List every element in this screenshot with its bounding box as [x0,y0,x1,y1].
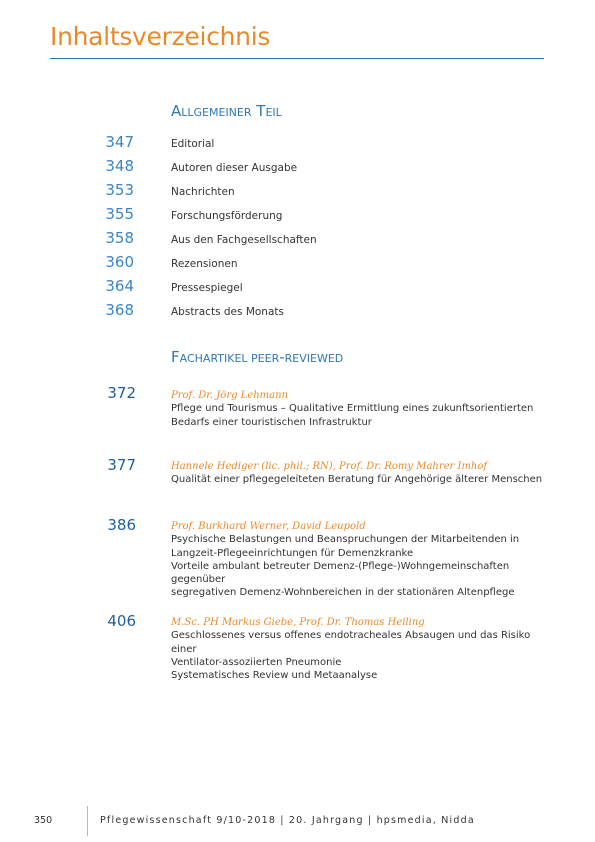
section-heading-articles: FACHARTIKEL PEER-REVIEWED [171,348,344,366]
toc-page-number: 347 [105,133,134,151]
article-authors: Prof. Dr. Jörg Lehmann [171,390,289,401]
toc-entry[interactable]: Aus den Fachgesellschaften [171,234,317,246]
article-title-line: Bedarfs einer touristischen Infrastruktur [171,416,372,428]
toc-entry[interactable]: Editorial [171,138,215,150]
article-title-line: Pflege und Tourismus – Qualitative Ermittlung eines zukunftsorientierten [171,403,534,415]
toc-page-number: 355 [105,205,134,223]
article-entry[interactable] [171,520,551,600]
article-entry[interactable] [171,460,551,487]
article-authors: Prof. Burkhard Werner, David Leupold [171,521,366,532]
toc-page-number: 406 [107,612,136,630]
article-title-line: segregativen Demenz-Wohnbereichen in der stationären Altenpflege [171,587,515,599]
toc-page-number: 372 [107,384,136,402]
title-divider [50,58,544,59]
article-title-line: Qualität einer pflegegeleiteten Beratung für Angehörige älterer Menschen [171,474,543,486]
article-authors: Hannele Hediger (lic. phil.; RN), Prof. Dr. Romy Mahrer Imhof [171,461,488,472]
article-entry[interactable] [171,389,551,429]
toc-page-number: 358 [105,229,134,247]
article-title-line: Geschlossenes versus offenes endotracheales Absaugen und das Risiko einer [171,630,531,655]
toc-page-number: 368 [105,301,134,319]
toc-entry[interactable]: Pressespiegel [171,282,243,294]
article-entry[interactable] [171,616,551,682]
article-title-line: Psychische Belastungen und Beanspruchungen der Mitarbeitenden in [171,534,520,546]
footer-page-number: 350 [34,815,53,826]
article-title-line: Vorteile ambulant betreuter Demenz-(Pflege-)Wohngemeinschaften gegenüber [171,560,510,586]
toc-page-number: 377 [107,456,136,474]
toc-entry[interactable]: Autoren dieser Ausgabe [171,162,298,174]
footer-publication-info: Pflegewissenschaft 9/10-2018 | 20. Jahrgang | hpsmedia, Nidda [100,815,475,826]
toc-entry[interactable]: Rezensionen [171,258,238,270]
page-title: Inhaltsverzeichnis [50,22,271,51]
toc-entry[interactable]: Forschungsförderung [171,210,283,222]
article-title-line: Systematisches Review und Metaanalyse [171,670,378,682]
article-title-line: Langzeit-Pflegeeinrichtungen für Demenzkranke [171,547,414,559]
footer-divider [87,806,88,836]
toc-entry[interactable]: Abstracts des Monats [171,306,284,318]
toc-entry[interactable]: Nachrichten [171,186,235,198]
toc-page-number: 364 [105,277,134,295]
section-heading-general: ALLGEMEINER TEIL [171,102,282,120]
toc-page-number: 386 [107,516,136,534]
article-authors: M.Sc. PH Markus Giebe, Prof. Dr. Thomas Heiling [171,617,425,628]
toc-page-number: 360 [105,253,134,271]
toc-page-number: 353 [105,181,134,199]
toc-page-number: 348 [105,157,134,175]
article-title-line: Ventilator-assoziierten Pneumonie [171,656,342,668]
